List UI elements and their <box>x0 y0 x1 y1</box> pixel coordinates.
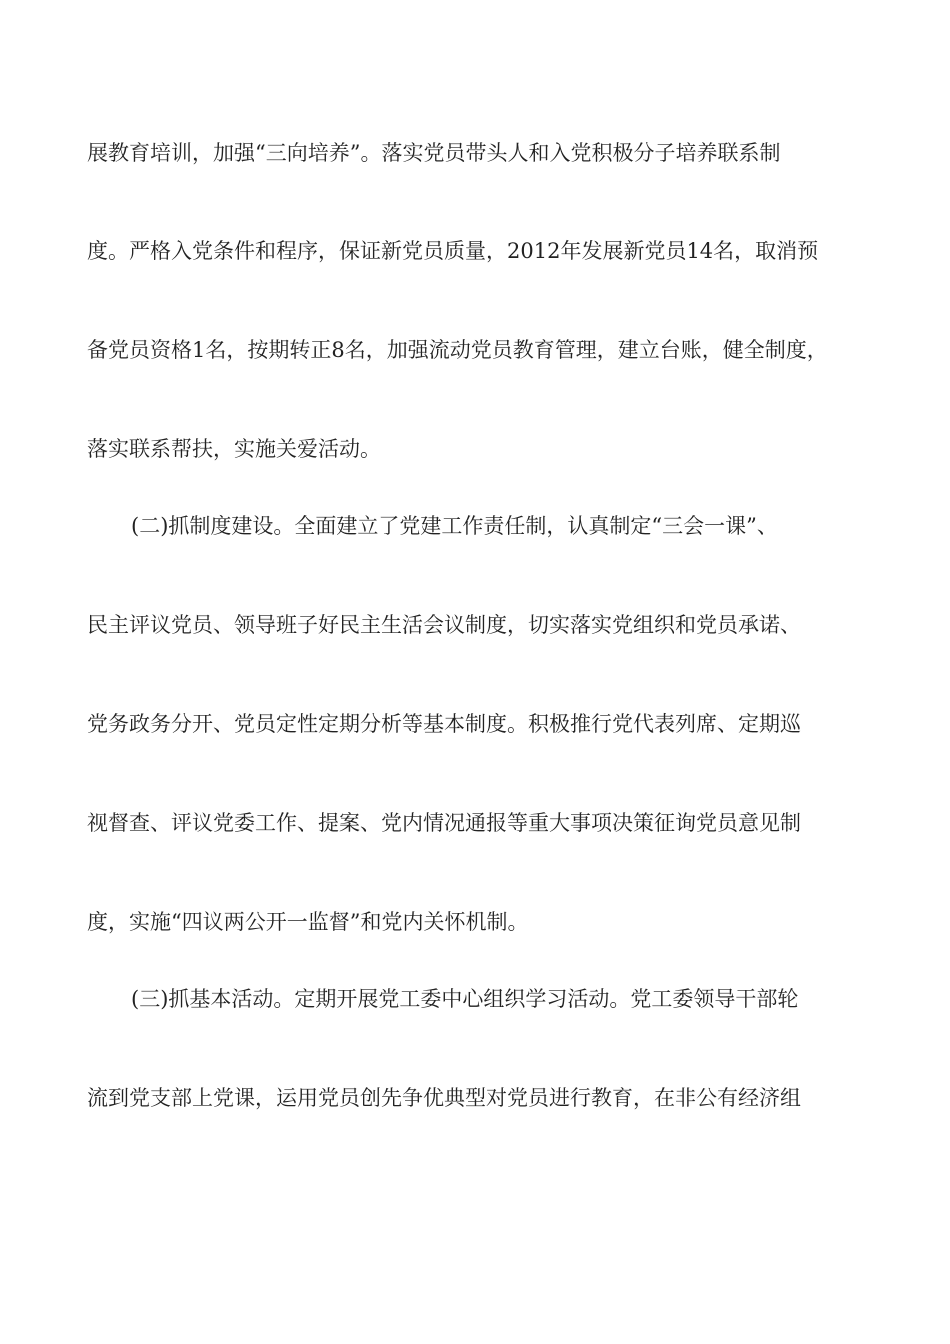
text-line: 流到党支部上党课，运用党员创先争优典型对党员进行教育，在非公有经济组 <box>87 1086 801 1110</box>
paragraph-heading-line: (三)抓基本活动。定期开展党工委中心组织学习活动。党工委领导干部轮 <box>131 987 799 1011</box>
text-line: 视督查、评议党委工作、提案、党内情况通报等重大事项决策征询党员意见制 <box>87 811 801 835</box>
text-line: 度。严格入党条件和程序，保证新党员质量，2012年发展新党员14名，取消预 <box>87 239 819 263</box>
text-line: 民主评议党员、领导班子好民主生活会议制度，切实落实党组织和党员承诺、 <box>87 613 801 637</box>
paragraph-heading-line: (二)抓制度建设。全面建立了党建工作责任制，认真制定“三会一课”、 <box>131 514 778 538</box>
text-line: 党务政务分开、党员定性定期分析等基本制度。积极推行党代表列席、定期巡 <box>87 712 801 736</box>
text-line: 展教育培训，加强“三向培养”。落实党员带头人和入党积极分子培养联系制 <box>87 141 781 165</box>
text-line: 备党员资格1名，按期转正8名，加强流动党员教育管理，建立台账，健全制度， <box>87 338 828 362</box>
text-line: 落实联系帮扶，实施关爱活动。 <box>87 437 381 461</box>
text-line: 度，实施“四议两公开一监督”和党内关怀机制。 <box>87 910 529 934</box>
